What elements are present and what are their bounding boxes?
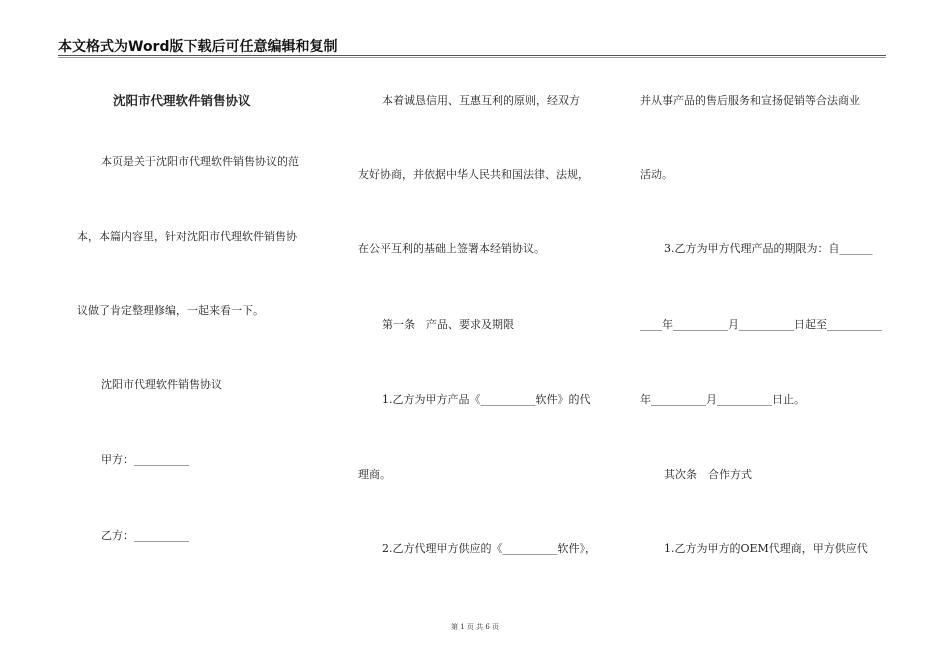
paragraph-line: 活动。: [640, 168, 673, 181]
section-heading: 其次条 合作方式: [664, 468, 752, 481]
paragraph-line: 年__________月__________日止。: [640, 393, 805, 406]
paragraph-line: 并从事产品的售后服务和宣扬促销等合法商业: [640, 94, 860, 107]
paragraph-line: 1.乙方为甲方的OEM代理商，甲方供应代: [664, 542, 868, 555]
paragraph-line: 本着诚恳信用、互惠互利的原则，经双方: [382, 94, 580, 107]
section-heading: 第一条 产品、要求及期限: [382, 318, 514, 331]
paragraph-line: 友好协商，并依据中华人民共和国法律、法规，: [358, 168, 589, 181]
header-divider-secondary: [58, 57, 886, 58]
party-a-line: 甲方：__________: [101, 453, 189, 466]
header-divider: [58, 55, 886, 56]
document-title: 沈阳市代理软件销售协议: [113, 93, 251, 108]
paragraph-line: 沈阳市代理软件销售协议: [101, 378, 222, 391]
party-b-line: 乙方：__________: [101, 529, 189, 542]
document-header-title: 本文格式为Word版下载后可任意编辑和复制: [58, 39, 338, 55]
paragraph-line: 3.乙方为甲方代理产品的期限为：自______: [664, 242, 873, 255]
page-number: 第 1 页 共 6 页: [450, 623, 500, 631]
paragraph-line: 本页是关于沈阳市代理软件销售协议的范: [101, 155, 299, 168]
paragraph-line: 理商。: [358, 468, 391, 481]
paragraph-line: 2.乙方代理甲方供应的《__________软件》，: [382, 542, 596, 555]
paragraph-line: 在公平互利的基础上签署本经销协议。: [358, 242, 545, 255]
paragraph-line: ____年__________月__________日起至__________: [640, 318, 882, 331]
paragraph-line: 本，本篇内容里，针对沈阳市代理软件销售协: [77, 230, 297, 243]
paragraph-line: 1.乙方为甲方产品《__________软件》的代: [382, 393, 591, 406]
paragraph-line: 议做了肯定整理修编，一起来看一下。: [77, 304, 264, 317]
